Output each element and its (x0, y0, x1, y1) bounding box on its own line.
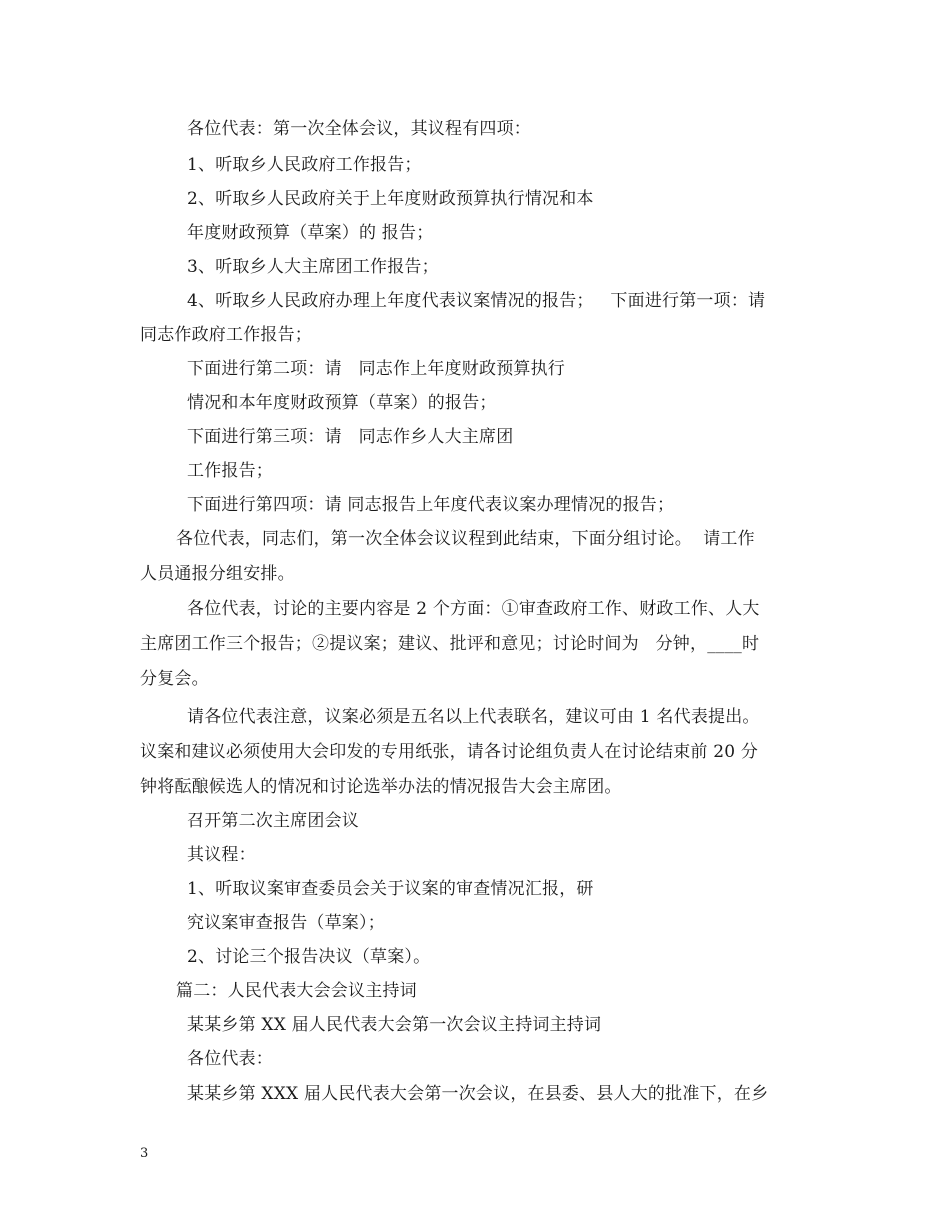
text-line: 情况和本年度财政预算（草案）的报告； (187, 393, 497, 413)
text-line: 某某乡第 XXX 届人民代表大会第一次会议，在县委、县人大的批准下，在乡 (187, 1084, 769, 1104)
text-line: 议案和建议必须使用大会印发的专用纸张，请各讨论组负责人在讨论结束前 20 分 (140, 742, 759, 762)
text-line: 4、听取乡人民政府办理上年度代表议案情况的报告； 下面进行第一项：请 (187, 291, 766, 311)
text-line: 1、听取乡人民政府工作报告； (187, 155, 422, 175)
text-line: 2、讨论三个报告决议（草案）。 (187, 947, 431, 967)
text-line: 各位代表，同志们，第一次全体会议议程到此结束，下面分组讨论。 请工作 (176, 529, 755, 549)
text-line: 某某乡第 XX 届人民代表大会第一次会议主持词主持词 (187, 1015, 602, 1035)
text-line: 其议程： (187, 845, 256, 865)
text-line: 下面进行第三项：请 同志作乡人大主席团 (187, 427, 514, 447)
text-line: 同志作政府工作报告； (140, 325, 312, 345)
text-line: 3、听取乡人大主席团工作报告； (187, 257, 439, 277)
section-heading: 篇二：人民代表大会会议主持词 (176, 981, 417, 1001)
text-line: 下面进行第四项：请 同志报告上年度代表议案办理情况的报告； (187, 495, 675, 515)
text-line: 年度财政预算（草案）的 报告； (187, 223, 434, 243)
text-line: 究议案审查报告（草案）； (187, 913, 385, 933)
text-line: 工作报告； (187, 461, 273, 481)
page-number: 3 (140, 1146, 149, 1161)
text-line: 各位代表，讨论的主要内容是 2 个方面：①审查政府工作、财政工作、人大 (187, 599, 760, 619)
text-line: 分复会。 (140, 669, 209, 689)
text-line: 各位代表： (187, 1049, 273, 1069)
text-line: 各位代表：第一次全体会议，其议程有四项： (187, 119, 531, 139)
text-line: 2、听取乡人民政府关于上年度财政预算执行情况和本 (187, 189, 594, 209)
text-line: 人员通报分组安排。 (140, 564, 295, 584)
text-line: 主席团工作三个报告；②提议案；建议、批评和意见；讨论时间为 分钟，____时 (140, 634, 760, 654)
text-line: 钟将酝酿候选人的情况和讨论选举办法的情况报告大会主席团。 (140, 777, 622, 797)
text-line: 1、听取议案审查委员会关于议案的审查情况汇报，研 (187, 879, 594, 899)
text-line: 下面进行第二项：请 同志作上年度财政预算执行 (187, 359, 566, 379)
text-line: 请各位代表注意，议案必须是五名以上代表联名，建议可由 1 名代表提出。 (187, 707, 760, 727)
text-line: 召开第二次主席团会议 (187, 811, 359, 831)
